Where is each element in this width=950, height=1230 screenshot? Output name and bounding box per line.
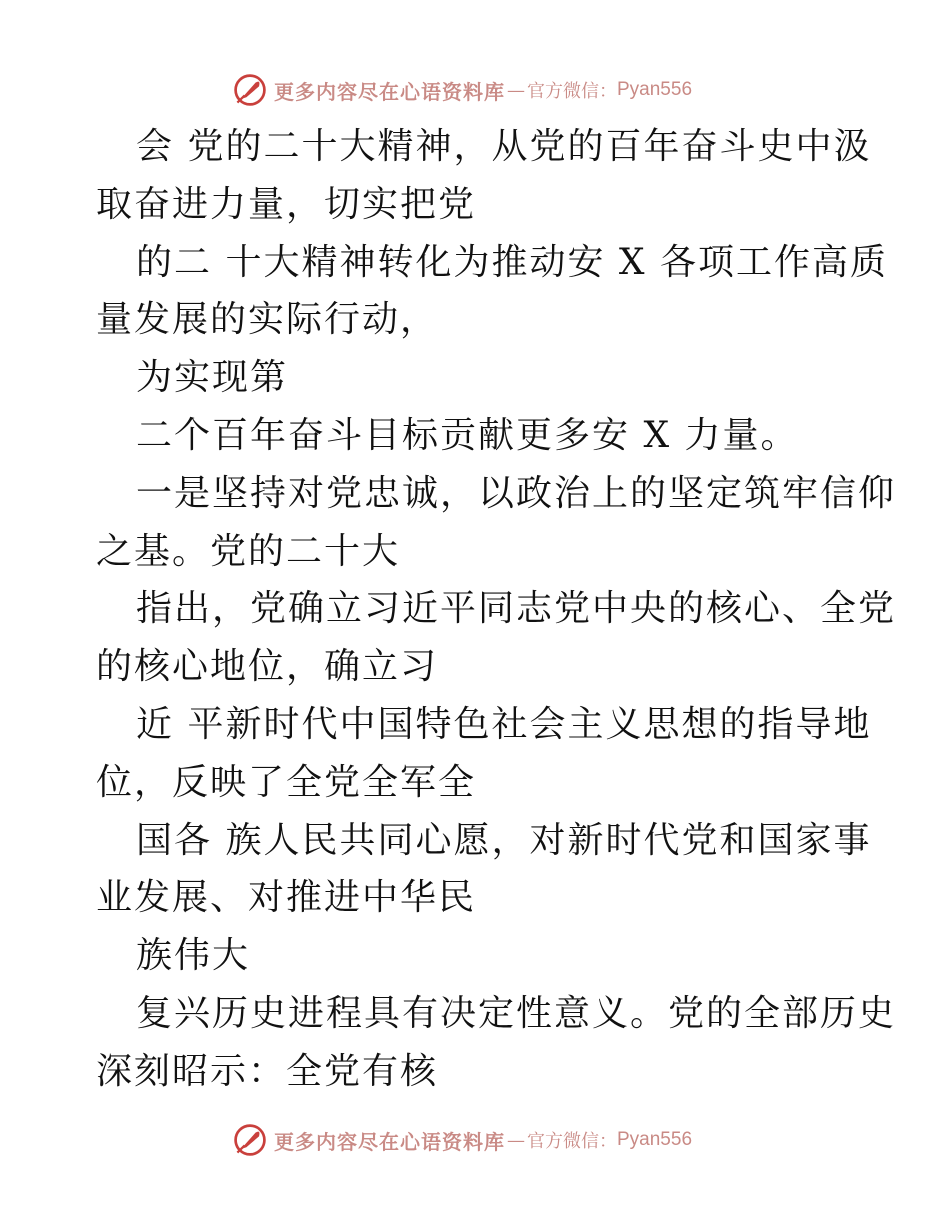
feather-pen-logo-icon (232, 1122, 268, 1158)
feather-pen-logo-icon (232, 72, 268, 108)
paragraph: 近 平新时代中国特色社会主义思想的指导地位，反映了全党全军全 (96, 703, 872, 803)
footer-watermark (232, 1120, 712, 1160)
wechat-id: Pyan556 (617, 79, 693, 100)
header-watermark (232, 70, 712, 110)
paragraph: 复兴历史进程具有决定性意义。党的全部历史深刻昭示：全党有核 (96, 992, 897, 1092)
wechat-label: 官方微信： (527, 1131, 617, 1152)
brand-text: 更多内容尽在心语资料库 (274, 79, 505, 104)
paragraph: 二个百年奋斗目标贡献更多安 X 力量。 (136, 414, 799, 456)
paragraph: 族伟大 (136, 935, 251, 977)
paragraph: 指出，党确立习近平同志党中央的核心、全党的核心地位，确立习 (96, 588, 897, 688)
paragraph: 的二 十大精神转化为推动安 X 各项工作高质量发展的实际行动， (96, 241, 888, 341)
document-body (96, 118, 896, 1101)
wechat-label: 官方微信： (527, 81, 617, 102)
wechat-id: Pyan556 (617, 1129, 693, 1150)
paragraph: 一是坚持对党忠诚，以政治上的坚定筑牢信仰之基。党的二十大 (96, 472, 897, 572)
dash-separator: — (507, 79, 525, 101)
dash-separator: — (507, 1129, 525, 1151)
paragraph: 为实现第 (136, 357, 289, 399)
paragraph: 国各 族人民共同心愿，对新时代党和国家事业发展、对推进中华民 (96, 819, 872, 919)
brand-text: 更多内容尽在心语资料库 (274, 1129, 505, 1154)
paragraph: 会 党的二十大精神，从党的百年奋斗史中汲取奋进力量，切实把党 (96, 126, 872, 225)
